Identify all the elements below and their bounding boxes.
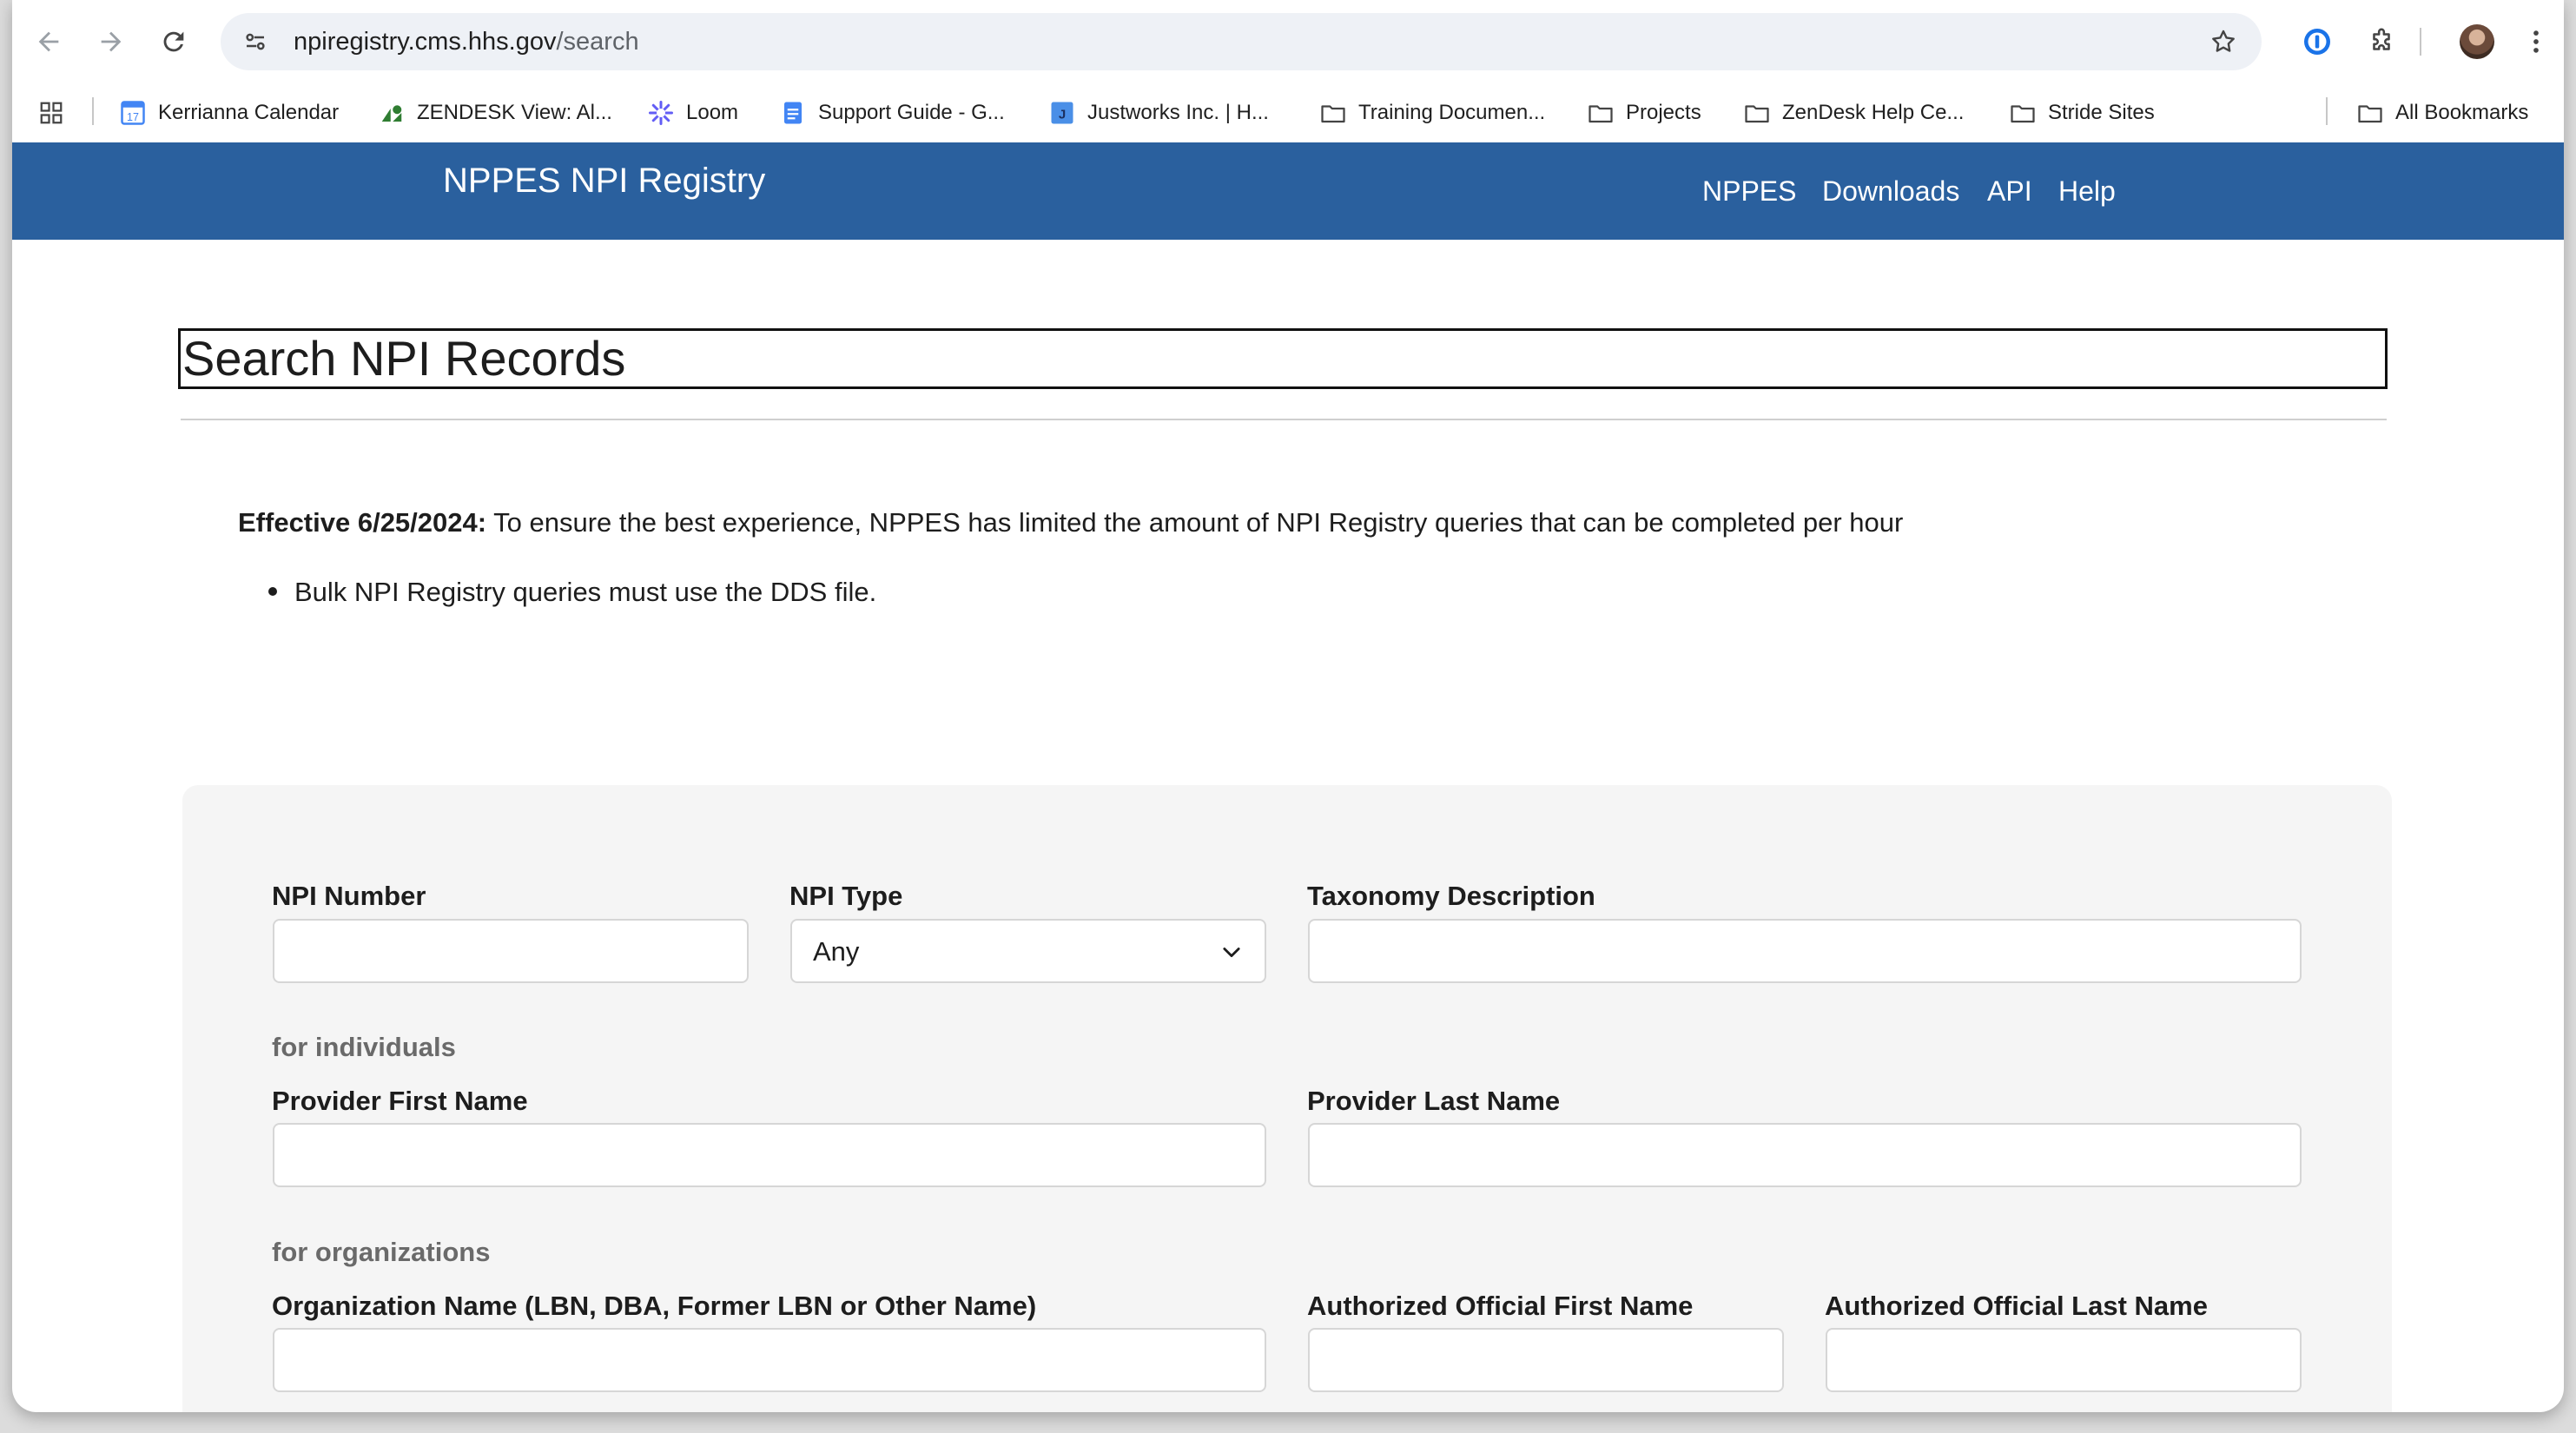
bookmark-folder-training[interactable] bbox=[1320, 92, 1545, 134]
organization-name-input[interactable] bbox=[273, 1328, 1266, 1392]
npi-number-input[interactable] bbox=[273, 919, 749, 983]
nav-nppes[interactable]: NPPES bbox=[1702, 175, 1797, 207]
docs-icon bbox=[780, 100, 806, 126]
bookmarks-separator bbox=[2326, 97, 2328, 125]
folder-icon bbox=[1588, 100, 1614, 126]
nav-help[interactable]: Help bbox=[2058, 175, 2116, 207]
auth-official-last-name-input[interactable] bbox=[1826, 1328, 2302, 1392]
notice-text bbox=[238, 507, 1903, 538]
bookmark-support-guide[interactable] bbox=[780, 92, 1005, 134]
profile-avatar[interactable] bbox=[2460, 24, 2494, 59]
justworks-icon bbox=[1049, 100, 1075, 126]
bookmark-loom[interactable] bbox=[648, 92, 738, 134]
bookmark-folder-stride-sites[interactable] bbox=[2010, 92, 2155, 134]
loom-icon bbox=[648, 100, 674, 126]
site-header bbox=[12, 142, 2564, 240]
extensions-puzzle-icon[interactable] bbox=[2361, 21, 2402, 63]
bookmark-label: Projects bbox=[1626, 101, 1701, 124]
all-bookmarks-button[interactable] bbox=[2357, 92, 2528, 134]
bookmark-label: Loom bbox=[686, 101, 739, 124]
bookmark-label: Kerrianna Calendar bbox=[158, 101, 340, 124]
back-button[interactable] bbox=[26, 19, 71, 64]
folder-icon bbox=[1320, 100, 1346, 126]
bookmark-kerrianna-calendar[interactable] bbox=[120, 92, 339, 134]
toolbar-separator bbox=[2420, 28, 2421, 56]
taxonomy-input[interactable] bbox=[1308, 919, 2302, 983]
npi-type-value: Any bbox=[813, 936, 860, 967]
arrow-right-icon bbox=[96, 27, 126, 56]
folder-icon bbox=[1744, 100, 1770, 126]
kebab-menu-icon[interactable] bbox=[2515, 21, 2557, 63]
bookmark-star-icon[interactable] bbox=[2203, 21, 2244, 63]
folder-icon bbox=[2010, 100, 2036, 126]
reload-button[interactable] bbox=[151, 19, 196, 64]
notice-bullet bbox=[268, 577, 876, 608]
chevron-down-icon bbox=[1219, 940, 1244, 964]
bookmark-label: Training Documen... bbox=[1358, 101, 1546, 124]
nav-downloads[interactable]: Downloads bbox=[1822, 175, 1960, 207]
bookmark-label: ZENDESK View: Al... bbox=[417, 101, 612, 124]
bookmark-label: Justworks Inc. | H... bbox=[1087, 101, 1269, 124]
apps-grid-button[interactable] bbox=[38, 92, 76, 134]
url-path: /search bbox=[556, 28, 639, 56]
notice-body: To ensure the best experience, NPPES has limited the amount of NPI Registry queries that can be completed per hour bbox=[486, 507, 1904, 538]
browser-window bbox=[12, 0, 2564, 1412]
auth-official-last-name-label: Authorized Official Last Name bbox=[1825, 1291, 2208, 1321]
bullet-text: Bulk NPI Registry queries must use the DDS file. bbox=[294, 577, 877, 607]
apps-grid-icon bbox=[38, 100, 64, 126]
bookmark-label: Stride Sites bbox=[2048, 101, 2155, 124]
page-title: Search NPI Records bbox=[178, 328, 2388, 389]
folder-icon bbox=[2357, 100, 2383, 126]
password-manager-extension-icon[interactable] bbox=[2296, 21, 2338, 63]
auth-official-first-name-label: Authorized Official First Name bbox=[1307, 1291, 1694, 1321]
individuals-section-label: for individuals bbox=[272, 1032, 456, 1062]
browser-toolbar bbox=[12, 0, 2564, 83]
notice-bold: Effective 6/25/2024: bbox=[238, 507, 487, 538]
bookmark-justworks[interactable] bbox=[1049, 92, 1269, 134]
url-host: npiregistry.cms.hhs.gov bbox=[294, 28, 557, 56]
bookmark-folder-projects[interactable] bbox=[1588, 92, 1701, 134]
last-name-label: Provider Last Name bbox=[1307, 1086, 1561, 1116]
bookmarks-separator bbox=[92, 97, 94, 125]
all-bookmarks-label: All Bookmarks bbox=[2395, 101, 2529, 124]
calendar-day: 17 bbox=[127, 110, 139, 123]
bookmark-folder-zendesk-help[interactable] bbox=[1744, 92, 1964, 134]
bullet-dot bbox=[268, 587, 277, 596]
provider-first-name-input[interactable] bbox=[273, 1123, 1266, 1187]
reload-icon bbox=[159, 27, 188, 56]
bookmark-label: ZenDesk Help Ce... bbox=[1782, 101, 1965, 124]
auth-official-first-name-input[interactable] bbox=[1308, 1328, 1784, 1392]
bookmark-zendesk-view[interactable] bbox=[379, 92, 612, 134]
npi-type-label: NPI Type bbox=[789, 881, 903, 911]
nav-api[interactable]: API bbox=[1987, 175, 2032, 207]
organizations-section-label: for organizations bbox=[272, 1237, 491, 1267]
npi-number-label: NPI Number bbox=[272, 881, 426, 911]
bookmarks-bar bbox=[12, 83, 2564, 142]
arrow-left-icon bbox=[34, 27, 63, 56]
npi-type-select[interactable] bbox=[790, 919, 1266, 983]
calendar-icon bbox=[120, 100, 146, 126]
organization-name-label: Organization Name (LBN, DBA, Former LBN or Other Name) bbox=[272, 1291, 1037, 1321]
first-name-label: Provider First Name bbox=[272, 1086, 528, 1116]
taxonomy-label: Taxonomy Description bbox=[1307, 881, 1595, 911]
forward-button[interactable] bbox=[89, 19, 134, 64]
url-text bbox=[294, 13, 639, 70]
bookmark-label: Support Guide - G... bbox=[818, 101, 1005, 124]
site-title[interactable]: NPPES NPI Registry bbox=[443, 162, 766, 200]
justworks-letter: J bbox=[1058, 107, 1067, 122]
zendesk-icon bbox=[379, 100, 405, 126]
address-bar[interactable] bbox=[221, 13, 2262, 70]
provider-last-name-input[interactable] bbox=[1308, 1123, 2302, 1187]
heading-divider bbox=[181, 419, 2387, 420]
site-info-icon[interactable] bbox=[234, 21, 276, 63]
